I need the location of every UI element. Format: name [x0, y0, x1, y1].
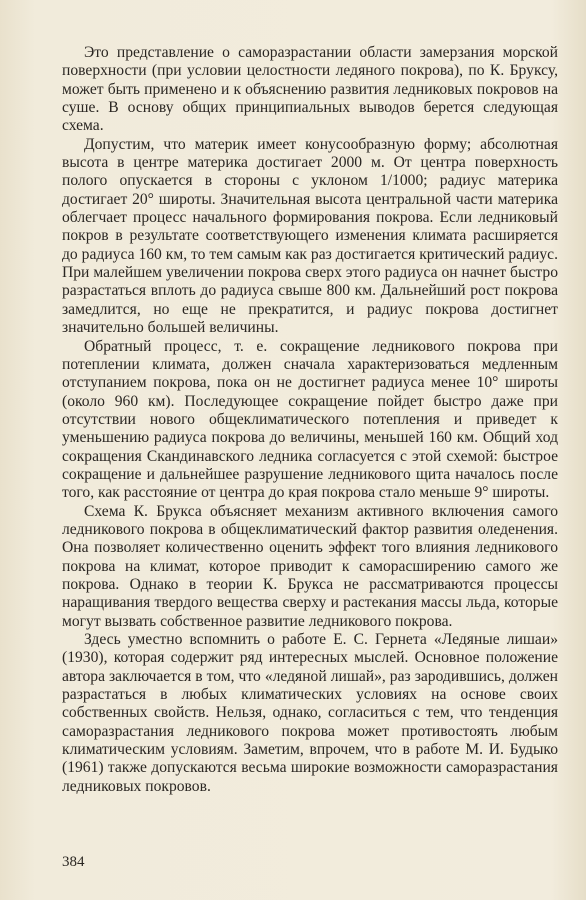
paragraph-4: Схема К. Брукса объясняет механизм активного включения самого ледникового покрова в общеклиматический фактор развития оледенения. Она позволяет количественно оценить эффект того влияния ледникового покрова на климат, которое приводит к саморасширению самого же покрова. Однако в теории К. Брукса не рассматриваются процессы наращивания твердого вещества сверху и растекания массы льда, которые могут вызвать собственное развитие ледникового покрова.	[62, 502, 558, 630]
paragraph-2: Допустим, что материк имеет конусообразную форму; абсолютная высота в центре материка достигает 2000 м. От центра поверхность полого опускается в стороны с уклоном 1/1000; радиус материка достигает 20° широты. Значительная высота центральной части материка облегчает процесс начального формирования покрова. Если ледниковый покров в результате соответствующего изменения климата расширяется до радиуса 160 км, то тем самым как раз достигается критический радиус. При малейшем увеличении покрова сверх этого радиуса он начнет быстро разрастаться вплоть до радиуса свыше 800 км. Дальнейший рост покрова замедлится, но еще не прекратится, и радиус покрова достигнет значительно большей величины.	[62, 135, 558, 337]
paragraph-5: Здесь уместно вспомнить о работе Е. С. Гернета «Ледяные лишаи» (1930), которая содержит ряд интересных мыслей. Основное положение автора заключается в том, что «ледяной лишай», раз зародившись, должен разрастаться в любых климатических условиях на основе своих собственных свойств. Нельзя, однако, согласиться с тем, что тенденция саморазрастания ледникового покрова может противостоять любым климатическим условиям. Заметим, впрочем, что в работе М. И. Будыко (1961) также допускаются весьма широкие возможности саморазрастания ледниковых покровов.	[62, 631, 558, 795]
page-number: 384	[62, 854, 85, 870]
paragraph-3: Обратный процесс, т. е. сокращение ледникового покрова при потеплении климата, должен сначала характеризоваться медленным отступанием покрова, пока он не достигнет радиуса менее 10° широты (около 960 км). Последующее сокращение пойдет быстро даже при отсутствии нового общеклиматического потепления и приведет к уменьшению радиуса покрова до величины, меньшей 160 км. Общий ход сокращения Скандинавского ледника согласуется с этой схемой: быстрое сокращение и дальнейшее разрушение ледникового щита началось после того, как расстояние от центра до края покрова стало меньше 9° широты.	[62, 337, 558, 502]
body-text	[62, 44, 558, 796]
paragraph-1: Это представление о саморазрастании области замерзания морской поверхности (при условии целостности ледяного покрова), по К. Бруксу, может быть применено и к объяснению развития ледниковых покровов на суше. В основу общих принципиальных выводов берется следующая схема.	[62, 44, 558, 135]
